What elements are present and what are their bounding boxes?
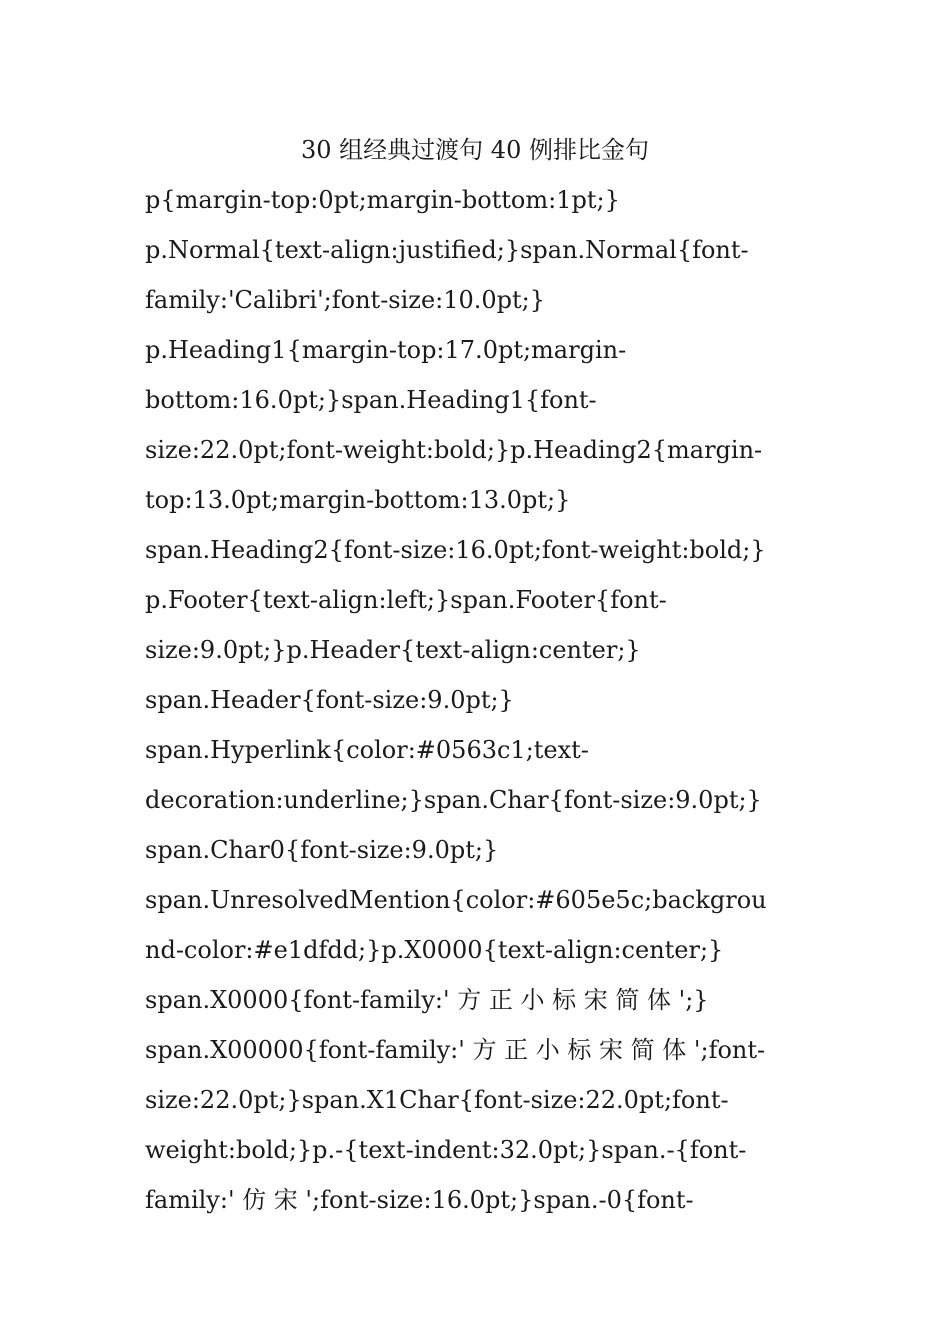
text-line-content: span.Header{font-size:9.0pt;}: [145, 686, 514, 714]
text-line: [145, 475, 815, 525]
text-line: [145, 1025, 815, 1075]
text-line: [145, 325, 815, 375]
text-line: [145, 1125, 815, 1175]
text-line: [145, 1175, 815, 1225]
text-line: [145, 525, 815, 575]
text-line-content: span.X00000{font-family:' 方 正 小 标 宋 简 体 ';font-: [145, 1036, 766, 1064]
text-line-content: p.Footer{text-align:left;}span.Footer{font-: [145, 586, 667, 614]
text-line-content: size:22.0pt;font-weight:bold;}p.Heading2{margin-: [145, 436, 763, 464]
text-line: [145, 875, 815, 925]
text-line-content: family:'Calibri';font-size:10.0pt;}: [145, 286, 546, 314]
text-line: [145, 575, 815, 625]
text-line: [145, 175, 815, 225]
text-line-content: weight:bold;}p.-{text-indent:32.0pt;}span.-{font-: [145, 1136, 747, 1164]
text-line-content: p.Normal{text-align:justified;}span.Normal{font-: [145, 236, 749, 264]
text-line-content: decoration:underline;}span.Char{font-size:9.0pt;}: [145, 786, 762, 814]
text-line: [145, 625, 815, 675]
text-line: [145, 725, 815, 775]
text-line: [145, 375, 815, 425]
text-line: [145, 825, 815, 875]
text-line: [145, 975, 815, 1025]
text-line: [145, 925, 815, 975]
text-line: [145, 1075, 815, 1125]
text-line-content: p{margin-top:0pt;margin-bottom:1pt;}: [145, 186, 620, 214]
text-line: [145, 275, 815, 325]
text-line-content: size:9.0pt;}p.Header{text-align:center;}: [145, 636, 641, 664]
text-line: [145, 675, 815, 725]
text-line-content: span.UnresolvedMention{color:#605e5c;backgrou: [145, 886, 767, 914]
text-line-content: size:22.0pt;}span.X1Char{font-size:22.0pt;font-: [145, 1086, 729, 1114]
text-line: [145, 775, 815, 825]
text-line: [145, 225, 815, 275]
document-body: [145, 175, 815, 1225]
text-line-content: span.Heading2{font-size:16.0pt;font-weight:bold;}: [145, 536, 766, 564]
text-line-content: span.Hyperlink{color:#0563c1;text-: [145, 736, 589, 764]
text-line: [145, 425, 815, 475]
text-line-content: span.X0000{font-family:' 方 正 小 标 宋 简 体 ';}: [145, 986, 709, 1014]
document-title: 30 组经典过渡句 40 例排比金句: [301, 136, 649, 164]
text-line-content: nd-color:#e1dfdd;}p.X0000{text-align:center;}: [145, 936, 724, 964]
text-line-content: span.Char0{font-size:9.0pt;}: [145, 836, 499, 864]
text-line-content: top:13.0pt;margin-bottom:13.0pt;}: [145, 486, 571, 514]
text-line-content: bottom:16.0pt;}span.Heading1{font-: [145, 386, 597, 414]
text-line-content: p.Heading1{margin-top:17.0pt;margin-: [145, 336, 627, 364]
text-line-content: family:' 仿 宋 ';font-size:16.0pt;}span.-0{font-: [145, 1186, 694, 1214]
